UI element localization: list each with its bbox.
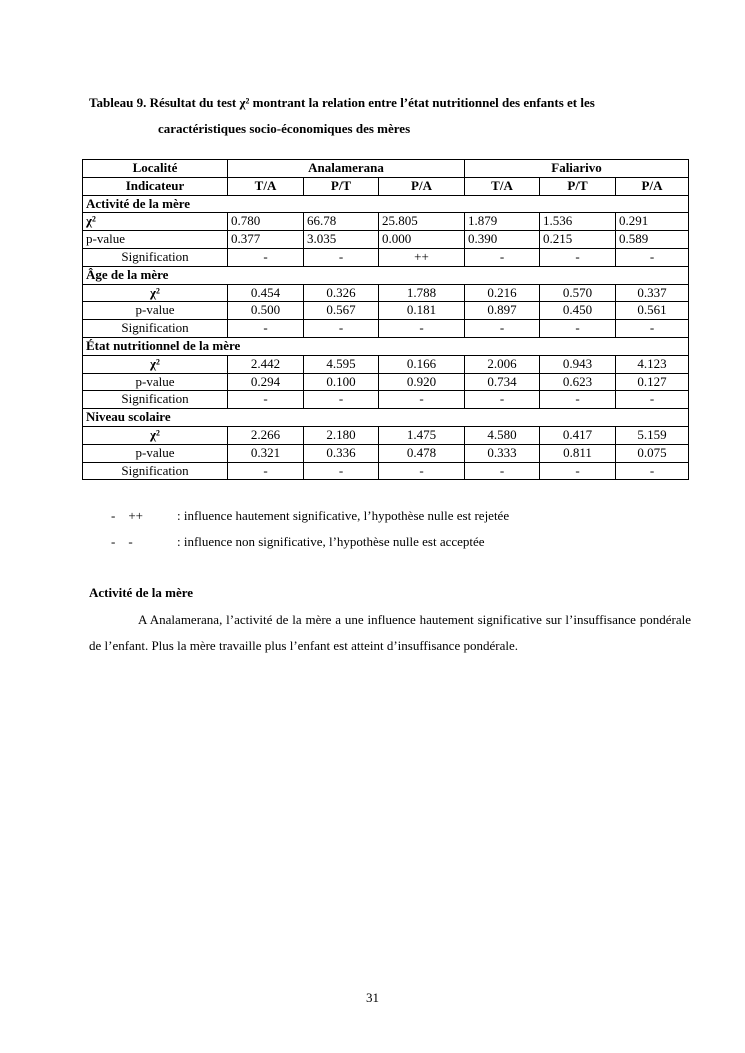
table-cell: 0.216 (465, 284, 540, 302)
table-cell: - (465, 391, 540, 409)
table-cell: 0.478 (379, 444, 465, 462)
table-cell: - (304, 391, 379, 409)
legend-symbol: - - (111, 534, 133, 549)
table-row (83, 213, 689, 231)
row-label: Signification (83, 320, 228, 338)
header-row-indicateur (83, 177, 689, 195)
table-row (83, 302, 689, 320)
section-row (83, 266, 689, 284)
table-cell: - (540, 320, 616, 338)
table-cell: 2.266 (228, 426, 304, 444)
row-label: p-value (83, 444, 228, 462)
table-cell: - (465, 320, 540, 338)
table-cell: - (616, 462, 689, 480)
section-row (83, 195, 689, 213)
table-cell: 0.333 (465, 444, 540, 462)
table-cell: 0.166 (379, 355, 465, 373)
table-cell: - (228, 320, 304, 338)
row-label: χ² (83, 213, 228, 231)
section-title-cell: Niveau scolaire (83, 409, 689, 427)
header-col-pa-1: P/A (379, 177, 465, 195)
header-col-pt-1: P/T (304, 177, 379, 195)
table-cell: 0.500 (228, 302, 304, 320)
table-cell: 1.475 (379, 426, 465, 444)
table-cell: 0.326 (304, 284, 379, 302)
table-cell: - (465, 248, 540, 266)
table-row (83, 391, 689, 409)
table-cell: - (228, 248, 304, 266)
body-paragraph: A Analamerana, l’activité de la mère a une influence hautement significative sur l’insuffisance pondérale de l’enfant. Plus la mère travaille plus l’enfant est atteint d’insuffisance pondérale. (89, 612, 691, 653)
table-row (83, 444, 689, 462)
table-cell: - (379, 320, 465, 338)
table-cell: 5.159 (616, 426, 689, 444)
table-cell: 1.879 (465, 213, 540, 231)
table-cell: - (304, 320, 379, 338)
table-cell: - (465, 462, 540, 480)
table-cell: 0.377 (228, 231, 304, 249)
table-cell: 0.336 (304, 444, 379, 462)
table-cell: 0.920 (379, 373, 465, 391)
row-label: p-value (83, 231, 228, 249)
table-cell: - (379, 391, 465, 409)
table-cell: 0.417 (540, 426, 616, 444)
table-cell: 0.075 (616, 444, 689, 462)
row-label: Signification (83, 462, 228, 480)
table-cell: 2.442 (228, 355, 304, 373)
section-row (83, 409, 689, 427)
caption-line-2: caractéristiques socio-économiques des mères (158, 121, 411, 136)
table-cell: 4.595 (304, 355, 379, 373)
table-cell: - (304, 462, 379, 480)
table-row (83, 355, 689, 373)
header-group-analamerana: Analamerana (228, 160, 465, 178)
table-row (83, 284, 689, 302)
header-col-ta-2: T/A (465, 177, 540, 195)
table-cell: 0.734 (465, 373, 540, 391)
section-heading: Activité de la mère (89, 585, 194, 600)
table-cell: 3.035 (304, 231, 379, 249)
caption-line-1: Tableau 9. Résultat du test χ² montrant la relation entre l’état nutritionnel des enfants et les (89, 95, 595, 110)
table-cell: - (540, 462, 616, 480)
table-cell: - (616, 248, 689, 266)
table-cell: - (616, 391, 689, 409)
row-label: Signification (83, 391, 228, 409)
table-cell: 2.180 (304, 426, 379, 444)
legend-text: : influence non significative, l’hypothèse nulle est acceptée (177, 534, 485, 549)
results-table (82, 159, 689, 480)
table-cell: 0.811 (540, 444, 616, 462)
table-cell: - (540, 248, 616, 266)
table-cell: 0.454 (228, 284, 304, 302)
row-label: Signification (83, 248, 228, 266)
table-cell: - (228, 462, 304, 480)
table-cell: 0.897 (465, 302, 540, 320)
table-cell: - (616, 320, 689, 338)
table-cell: - (228, 391, 304, 409)
table-cell: 0.321 (228, 444, 304, 462)
table-cell: - (304, 248, 379, 266)
table-cell: 0.390 (465, 231, 540, 249)
table-cell: 1.788 (379, 284, 465, 302)
section-title-cell: Activité de la mère (83, 195, 689, 213)
table-cell: 0.943 (540, 355, 616, 373)
table-cell: ++ (379, 248, 465, 266)
table-body (83, 160, 689, 480)
table-cell: 0.181 (379, 302, 465, 320)
table-cell: 0.623 (540, 373, 616, 391)
table-cell: 25.805 (379, 213, 465, 231)
table-cell: 0.570 (540, 284, 616, 302)
header-indicateur: Indicateur (83, 177, 228, 195)
row-label: p-value (83, 373, 228, 391)
table-cell: 0.294 (228, 373, 304, 391)
table-cell: 0.450 (540, 302, 616, 320)
table-cell: 0.100 (304, 373, 379, 391)
table-cell: 0.589 (616, 231, 689, 249)
table-cell: 0.291 (616, 213, 689, 231)
table-cell: 4.580 (465, 426, 540, 444)
header-localite: Localité (83, 160, 228, 178)
page-number: 31 (366, 990, 379, 1005)
table-cell: 4.123 (616, 355, 689, 373)
row-label: χ² (83, 426, 228, 444)
header-col-ta-1: T/A (228, 177, 304, 195)
table-cell: 0.780 (228, 213, 304, 231)
row-label: χ² (83, 284, 228, 302)
table-row (83, 248, 689, 266)
table-row (83, 320, 689, 338)
header-row-localite (83, 160, 689, 178)
section-title-cell: État nutritionnel de la mère (83, 337, 689, 355)
table-cell: - (379, 462, 465, 480)
table-cell: 1.536 (540, 213, 616, 231)
legend-text: : influence hautement significative, l’hypothèse nulle est rejetée (177, 508, 510, 523)
table-row (83, 426, 689, 444)
table-cell: 0.561 (616, 302, 689, 320)
table-cell: 2.006 (465, 355, 540, 373)
header-col-pt-2: P/T (540, 177, 616, 195)
row-label: χ² (83, 355, 228, 373)
table-row (83, 462, 689, 480)
table-cell: - (540, 391, 616, 409)
table-cell: 66.78 (304, 213, 379, 231)
legend-symbol: - ++ (111, 508, 143, 523)
section-row (83, 337, 689, 355)
table-cell: 0.567 (304, 302, 379, 320)
header-group-faliarivo: Faliarivo (465, 160, 689, 178)
table-cell: 0.127 (616, 373, 689, 391)
table-cell: 0.215 (540, 231, 616, 249)
table-row (83, 373, 689, 391)
table-caption (89, 90, 689, 142)
section-title-cell: Âge de la mère (83, 266, 689, 284)
header-col-pa-2: P/A (616, 177, 689, 195)
table-row (83, 231, 689, 249)
row-label: p-value (83, 302, 228, 320)
table-cell: 0.337 (616, 284, 689, 302)
table-cell: 0.000 (379, 231, 465, 249)
